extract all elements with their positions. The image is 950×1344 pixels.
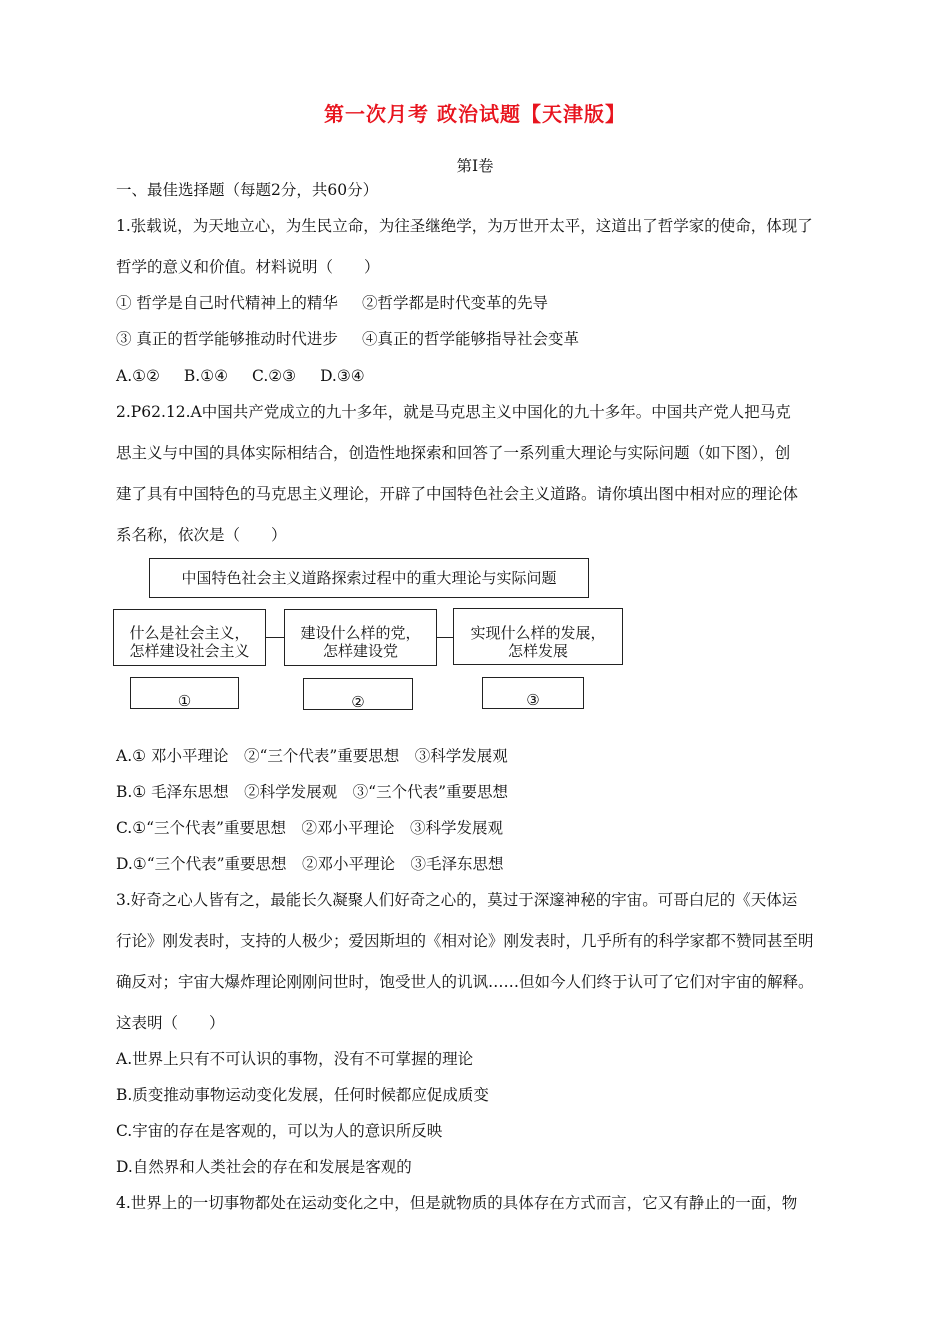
- q3-option-a: A.世界上只有不可认识的事物，没有不可掌握的理论: [116, 1050, 474, 1068]
- q1-statement: ③ 真正的哲学能够推动时代进步: [116, 330, 338, 348]
- q1-stem-line: 1.张载说，为天地立心，为生民立命，为往圣继绝学，为万世开太平，这道出了哲学家的使命，体现了: [116, 217, 813, 235]
- q2-option-b: B.① 毛泽东思想 ②科学发展观 ③“三个代表”重要思想: [116, 783, 508, 801]
- diagram-blank-1: ①: [130, 677, 239, 709]
- q1-stem-line: 哲学的意义和价值。材料说明（ ）: [116, 258, 380, 276]
- diagram-connector: [437, 637, 453, 638]
- q2-stem-line: 2.P62.12.A中国共产党成立的九十多年，就是马克思主义中国化的九十多年。中国共产党人把马克: [116, 403, 791, 421]
- diagram-box-text: 什么是社会主义，: [129, 624, 250, 642]
- q3-stem-line: 这表明（ ）: [116, 1014, 225, 1032]
- diagram-box-text: 实现什么样的发展，: [470, 624, 606, 642]
- q2-option-c: C.①“三个代表”重要思想 ②邓小平理论 ③科学发展观: [116, 819, 503, 837]
- diagram-blank-2: ②: [303, 678, 413, 710]
- q2-option-a: A.① 邓小平理论 ②“三个代表”重要思想 ③科学发展观: [116, 747, 508, 765]
- diagram-box-text: 怎样建设党: [322, 642, 398, 660]
- diagram-box-socialism: [113, 609, 266, 666]
- diagram-box-party: [284, 609, 437, 666]
- q2-stem-line: 建了具有中国特色的马克思主义理论，开辟了中国特色社会主义道路。请你填出图中相对应的理论体: [116, 485, 799, 503]
- diagram-box-development: [453, 608, 623, 665]
- q2-stem-line: 思主义与中国的具体实际相结合，创造性地探索和回答了一系列重大理论与实际问题（如下图），创: [116, 444, 791, 462]
- q1-choice-c: C.②③: [252, 367, 297, 385]
- q1-statement: ④真正的哲学能够指导社会变革: [361, 330, 579, 348]
- q3-stem-line: 确反对；宇宙大爆炸理论刚刚问世时，饱受世人的讥讽……但如今人们终于认可了它们对宇宙的解释。: [116, 973, 814, 991]
- q3-option-c: C.宇宙的存在是客观的，可以为人的意识所反映: [116, 1122, 443, 1140]
- volume-heading: 第Ⅰ卷: [456, 157, 494, 175]
- q3-option-b: B.质变推动事物运动变化发展，任何时候都应促成质变: [116, 1086, 489, 1104]
- section-heading: 一、最佳选择题（每题2分，共60分）: [116, 181, 379, 199]
- q1-statement: ① 哲学是自己时代精神上的精华: [116, 294, 338, 312]
- q1-choice-a: A.①②: [116, 367, 160, 385]
- q1-statement: ②哲学都是时代变革的先导: [361, 294, 548, 312]
- diagram-box-text: 建设什么样的党，: [300, 624, 421, 642]
- diagram-blank-3: ③: [482, 677, 584, 709]
- q2-option-d: D.①“三个代表”重要思想 ②邓小平理论 ③毛泽东思想: [116, 855, 504, 873]
- page-title: 第一次月考 政治试题【天津版】: [324, 102, 626, 126]
- q1-choice-b: B.①④: [183, 367, 229, 385]
- q1-choices: [116, 366, 365, 386]
- diagram-box-text: 怎样发展: [507, 642, 568, 660]
- q3-option-d: D.自然界和人类社会的存在和发展是客观的: [116, 1158, 412, 1176]
- diagram-connector: [266, 637, 284, 638]
- diagram-box-text: 怎样建设社会主义: [129, 642, 250, 660]
- q1-statement-row: [116, 293, 548, 313]
- q3-stem-line: 3.好奇之心人皆有之，最能长久凝聚人们好奇之心的，莫过于深邃神秘的宇宙。可哥白尼的《天体运: [116, 891, 798, 909]
- q4-stem-line: 4.世界上的一切事物都处在运动变化之中，但是就物质的具体存在方式而言，它又有静止的一面，物: [116, 1194, 798, 1212]
- q2-stem-line: 系名称，依次是（ ）: [116, 526, 287, 544]
- q1-choice-d: D.③④: [320, 367, 365, 385]
- diagram-top-box: 中国特色社会主义道路探索过程中的重大理论与实际问题: [149, 558, 589, 598]
- q3-stem-line: 行论》刚发表时，支持的人极少；爱因斯坦的《相对论》刚发表时，几乎所有的科学家都不赞同甚至明: [116, 932, 814, 950]
- q1-statement-row: [116, 329, 579, 349]
